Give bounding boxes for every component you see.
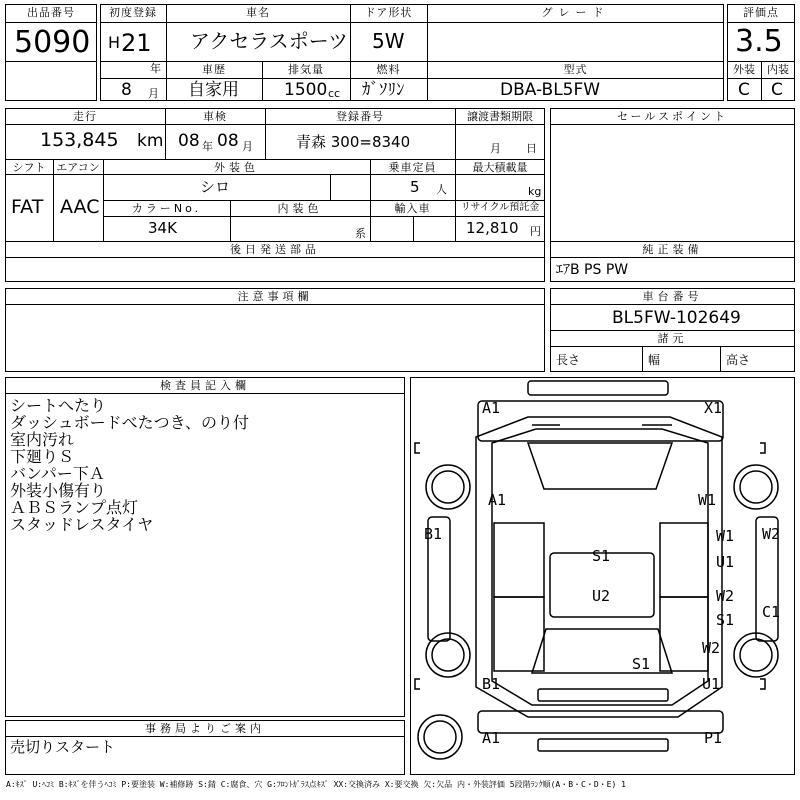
capacity-value: 5	[410, 178, 420, 196]
max-load-label: 最大積載量	[472, 161, 528, 174]
legend-text: A:ｷｽﾞ U:ﾍｺﾐ B:ｷｽﾞを伴うﾍｺﾐ P:要塗装 W:補修跡 S:錆 C:腐食、穴 G:ﾌﾛﾝﾄｶﾞﾗｽ点ｷｽﾞ XX:交換済み X:要交換 欠:欠品 内・外装評価 5段階ﾗﾝｸ順(A・B・C・D・E) 1	[6, 780, 626, 789]
exterior-color-value: シロ	[200, 178, 231, 196]
aircon-label: エアコン	[56, 161, 100, 174]
transfer-month-unit: 月	[490, 142, 501, 155]
mark-p1-bottom: P1	[704, 729, 723, 747]
notes-label: 注意事項欄	[237, 290, 313, 303]
equipment-value: ｴｱB PS PW	[556, 262, 629, 278]
interior-grade-label: 内装	[767, 63, 789, 76]
inspector-remarks	[10, 397, 249, 533]
recycle-unit: 円	[530, 225, 541, 238]
office-value: 売切りスタート	[10, 738, 116, 756]
inspection-year-unit: 年	[202, 140, 213, 153]
history-label: 車歴	[202, 63, 226, 76]
door-label: ドア形状	[364, 6, 413, 19]
mark-s1-right: S1	[716, 611, 735, 629]
mark-a1-top: A1	[482, 399, 501, 417]
recycle-value: 12,810	[466, 219, 519, 237]
exterior-grade-label: 外装	[733, 63, 755, 76]
score-value: 3.5	[735, 24, 783, 59]
mileage-value: 153,845	[40, 129, 119, 151]
office-label: 事務局よりご案内	[145, 722, 265, 735]
mark-w2-rear-right: W2	[702, 639, 721, 657]
mark-s1-trunk: S1	[632, 655, 651, 673]
import-label: 輸入車	[394, 202, 431, 215]
mark-b1-left: B1	[424, 525, 443, 543]
remark-line: ＡＢＳランプ点灯	[10, 498, 139, 517]
specs-length: 長さ	[556, 353, 581, 367]
mark-x1-top: X1	[704, 399, 723, 417]
inspection-month-unit: 月	[242, 140, 253, 153]
lot-label: 出品番号	[27, 6, 75, 19]
later-parts-label: 後日発送部品	[230, 243, 320, 256]
inspection-label: 車検	[203, 110, 227, 123]
first-reg-year: 21	[121, 29, 152, 57]
mark-w1-front-right: W1	[698, 491, 717, 509]
grade-label: グレード	[541, 6, 610, 19]
specs-height: 高さ	[726, 353, 751, 367]
mark-u1-right: U1	[716, 553, 735, 571]
car-diagram	[410, 377, 795, 775]
remark-line: 室内汚れ	[10, 430, 75, 449]
mark-s1-roof: S1	[592, 547, 611, 565]
interior-color-label: 内装色	[277, 202, 323, 215]
history-value: 自家用	[188, 80, 239, 100]
car-name-label: 車名	[246, 6, 270, 19]
chassis-value: BL5FW-102649	[612, 308, 741, 328]
remark-line: シートへたり	[10, 396, 107, 415]
displacement-label: 排気量	[288, 63, 324, 76]
mark-b1-rear-left: B1	[482, 675, 501, 693]
transfer-label: 譲渡書類期限	[467, 110, 533, 123]
mark-u1-rear-right: U1	[702, 675, 721, 693]
mark-a1-hood: A1	[488, 491, 507, 509]
remark-line: スタッドレスタイヤ	[10, 515, 154, 534]
inspector-label: 検査員記入欄	[160, 379, 250, 392]
mileage-label: 走行	[73, 110, 97, 123]
shift-label: シフト	[12, 161, 46, 174]
inspection-month: 08	[217, 131, 239, 151]
capacity-unit: 人	[436, 183, 447, 196]
mark-w2-far-right: W2	[762, 525, 781, 543]
exterior-grade-value: C	[738, 80, 750, 100]
lot-number: 5090	[14, 25, 91, 60]
mark-c1-far-right: C1	[762, 603, 781, 621]
mark-w2-right: W2	[716, 587, 735, 605]
first-reg-month-unit: 月	[148, 87, 159, 100]
shift-value: FAT	[11, 196, 44, 218]
transfer-day-unit: 日	[526, 142, 537, 155]
aircon-value: AAC	[60, 196, 100, 218]
fuel-value: ｶﾞｿﾘﾝ	[362, 80, 405, 100]
mark-u2-center: U2	[592, 587, 611, 605]
exterior-color-label: 外装色	[214, 161, 259, 174]
specs-label: 諸元	[657, 332, 688, 345]
sales-points-label: セールスポイント	[616, 110, 728, 123]
interior-color-unit: 系	[355, 227, 366, 240]
color-no-label: カラーNo.	[131, 202, 202, 215]
score-label: 評価点	[743, 6, 779, 19]
first-reg-month: 8	[121, 80, 132, 100]
inspection-year: 08	[178, 131, 200, 151]
plate-label: 登録番号	[336, 110, 384, 123]
specs-width: 幅	[648, 353, 661, 367]
model-value: DBA-BL5FW	[500, 80, 601, 100]
displacement-unit: cc	[328, 87, 341, 100]
remark-line: バンパー下Ａ	[10, 464, 105, 483]
max-load-unit: kg	[528, 185, 542, 198]
plate-value: 青森 300=8340	[296, 133, 411, 151]
remark-line: ダッシュボードべたつき、のり付	[10, 413, 250, 432]
chassis-label: 車台番号	[642, 290, 703, 303]
remark-line: 下廻りＳ	[10, 447, 75, 466]
door-type: 5W	[372, 29, 405, 53]
equipment-label: 純正装備	[642, 243, 703, 256]
recycle-label: リサイクル預託金	[460, 202, 540, 213]
model-label: 型式	[563, 63, 588, 76]
fuel-label: 燃料	[376, 63, 401, 76]
mark-w1-right: W1	[716, 527, 735, 545]
first-reg-year-unit: 年	[150, 62, 161, 75]
capacity-label: 乗車定員	[388, 161, 437, 174]
car-name: アクセラスポーツ	[190, 29, 348, 53]
color-no-value: 34K	[148, 219, 177, 237]
sales-points-box	[550, 108, 795, 242]
remark-line: 外装小傷有り	[10, 481, 107, 500]
displacement-value: 1500	[284, 80, 328, 100]
interior-grade-value: C	[771, 80, 783, 100]
first-reg-era: H	[108, 33, 121, 52]
mileage-unit: km	[137, 131, 164, 151]
first-reg-label: 初度登録	[109, 6, 157, 19]
mark-a1-bottom: A1	[482, 729, 501, 747]
